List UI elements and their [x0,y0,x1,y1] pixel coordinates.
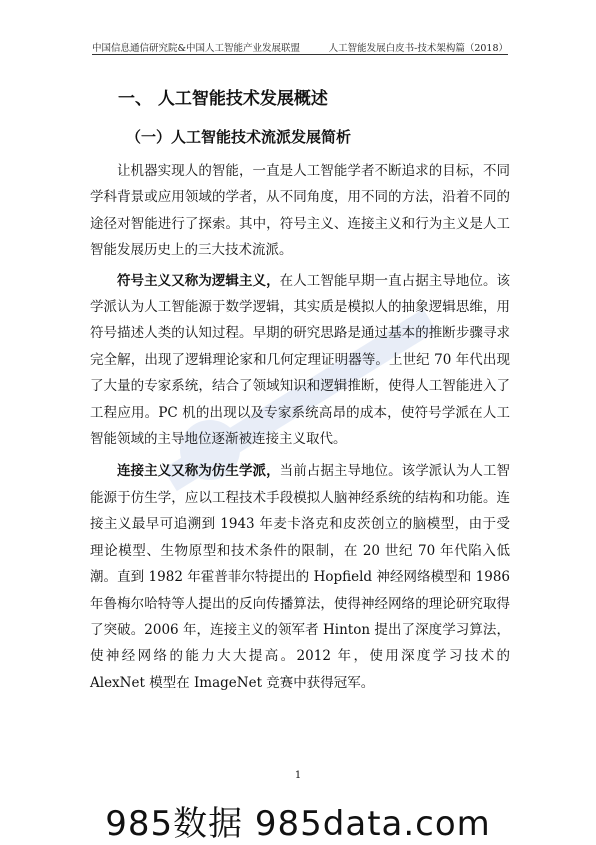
paragraph-3 [90,458,510,696]
paragraph-2 [90,268,510,453]
header-right-text: 人工智能发展白皮书-技术架构篇（2018） [328,43,508,54]
section-title: 一、 人工智能技术发展概述 [118,89,328,109]
footer-banner [0,790,596,842]
paragraph-2-lead: 符号主义又称为逻辑主义， [117,272,280,289]
paragraph-2-text: 在人工智能早期一直占据主导地位。该学派认为人工智能源于数学逻辑，其实质是模拟人的抽象逻辑思维，用符号描述人类的认知过程。早期的研究思路是通过基本的推断步骤寻求完全解，出现了逻辑理论家和几何定理证明器等。上世纪 70 年代出现了大量的专家系统，结合了领域知识和逻辑推断，使得人工智能进入了工程应用。PC 机的出现以及专家系统高昂的成本，使符号学派在人工智能领域的主导地位逐渐被连接主义取代。 [90,272,511,448]
document-body [90,84,510,696]
subsection-title: （一）人工智能技术流派发展简析 [126,128,352,146]
page-number: 1 [294,770,302,781]
header-left-text: 中国信息通信研究院&中国人工智能产业发展联盟 [92,43,300,54]
page-header [92,38,508,55]
footer-banner-text: 985数据 985data.com [105,804,491,844]
paragraph-3-lead: 连接主义又称为仿生学派， [117,463,280,480]
paragraph-1: 让机器实现人的智能，一直是人工智能学者不断追求的目标，不同学科背景或应用领域的学者，从不同角度，用不同的方法，沿着不同的途径对智能进行了探索。其中，符号主义、连接主义和行为主义是人工智能发展历史上的三大技术流派。 [90,163,510,259]
paragraph-3-text: 当前占据主导地位。该学派认为人工智能源于仿生学，应以工程技术手段模拟人脑神经系统的结构和功能。连接主义最早可追溯到 1943 年麦卡洛克和皮茨创立的脑模型，由于受理论模型、生物原型和技术条件的限制，在 20 世纪 70 年代陷入低潮。直到 1982 年霍普菲尔特提出的 Hopfield 神经网络模型和 1986 年鲁梅尔哈特等人提出的反向传播算法，使得神经网络的理论研究取得了突破。2006 年，连接主义的领军者 Hinton 提出了深度学习算法，使神经网络的能力大大提高。2012 年，使用深度学习技术的 AlexNet 模型在 ImageNet 竞赛中获得冠军。 [90,463,511,691]
